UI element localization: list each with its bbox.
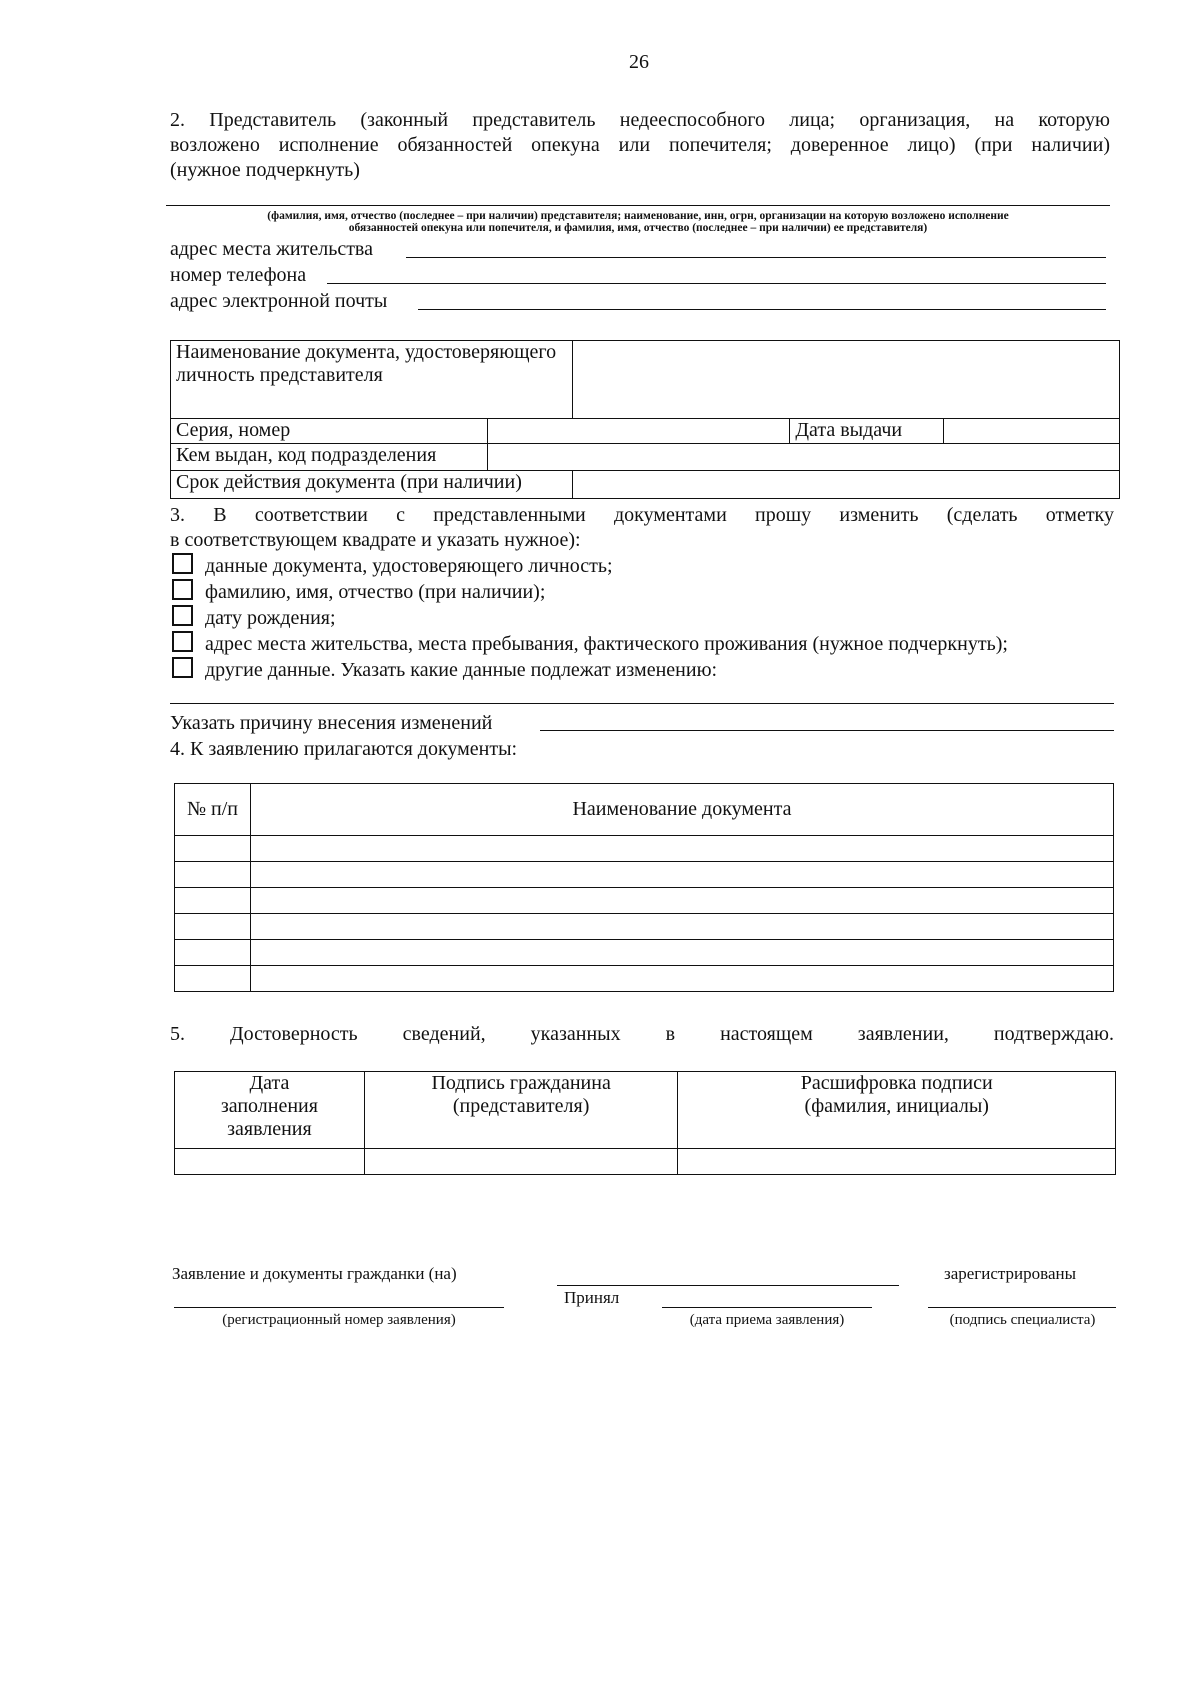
specialist-signature-field[interactable] xyxy=(928,1307,1116,1308)
id-document-table xyxy=(170,340,1120,499)
date-caption: (дата приема заявления) xyxy=(689,1312,845,1328)
other-data-field[interactable] xyxy=(170,703,1114,704)
decode-cell[interactable] xyxy=(678,1149,1116,1175)
representative-hint-1: (фамилия, имя, отчество (последнее – при наличии) представителя; наименование, инн, огрн, организации на которую возложено исполнение xyxy=(267,210,1009,222)
checkbox-other-data[interactable] xyxy=(172,657,193,678)
email-field[interactable] xyxy=(418,309,1106,310)
section2-line3: (нужное подчеркнуть) xyxy=(170,159,360,181)
row-name-cell[interactable] xyxy=(250,914,1113,940)
col-signature-header: Подпись гражданина (представителя) xyxy=(364,1072,678,1149)
accepted-label: Принял xyxy=(564,1288,620,1307)
option-row xyxy=(172,553,613,578)
series-label: Серия, номер xyxy=(171,419,488,444)
table-row xyxy=(175,940,1114,966)
checkbox-full-name[interactable] xyxy=(172,579,193,600)
col-name-header: Наименование документа xyxy=(250,784,1113,836)
checkbox-birth-date[interactable] xyxy=(172,605,193,626)
issue-date-field[interactable] xyxy=(944,419,1120,444)
checkbox-address[interactable] xyxy=(172,631,193,652)
table-row xyxy=(175,914,1114,940)
phone-label: номер телефона xyxy=(170,264,307,286)
statement-label: Заявление и документы гражданки (на) xyxy=(172,1264,457,1283)
checkbox-identity-doc[interactable] xyxy=(172,553,193,574)
signature-cell[interactable] xyxy=(364,1149,678,1175)
attachments-table xyxy=(174,783,1114,992)
row-name-cell[interactable] xyxy=(250,862,1113,888)
col-num-header: № п/п xyxy=(175,784,251,836)
row-name-cell[interactable] xyxy=(250,940,1113,966)
row-name-cell[interactable] xyxy=(250,966,1113,992)
option-label: фамилию, имя, отчество (при наличии); xyxy=(205,581,546,603)
col-date-header: Дата заполнения заявления xyxy=(175,1072,365,1149)
accept-date-field[interactable] xyxy=(662,1307,872,1308)
option-row xyxy=(172,657,717,682)
representative-hint-2: обязанностей опекуна или попечителя, и фамилия, имя, отчество (последнее – при наличии) ее представителя) xyxy=(348,222,928,234)
section2-line2: возложено исполнение обязанностей опекуна или попечителя; доверенное лицо) (при наличии) xyxy=(170,134,1110,156)
citizen-name-field[interactable] xyxy=(557,1285,899,1286)
phone-field[interactable] xyxy=(327,283,1106,284)
row-num-cell[interactable] xyxy=(175,914,251,940)
issued-by-label: Кем выдан, код подразделения xyxy=(171,444,488,471)
reason-label: Указать причину внесения изменений xyxy=(170,712,493,734)
row-num-cell[interactable] xyxy=(175,836,251,862)
validity-field[interactable] xyxy=(572,471,1119,499)
issue-date-label: Дата выдачи xyxy=(790,419,944,444)
option-row xyxy=(172,579,545,604)
option-label: адрес места жительства, места пребывания, фактического проживания (нужное подчеркнуть); xyxy=(205,633,1008,655)
table-row xyxy=(175,836,1114,862)
reason-field[interactable] xyxy=(540,730,1114,731)
registered-label: зарегистрированы xyxy=(944,1264,1077,1283)
doc-name-field[interactable] xyxy=(572,341,1119,419)
page-number: 26 xyxy=(629,51,649,73)
validity-label: Срок действия документа (при наличии) xyxy=(171,471,573,499)
option-row xyxy=(172,631,1008,656)
section5-text: 5. Достоверность сведений, указанных в настоящем заявлении, подтверждаю. xyxy=(170,1023,1114,1045)
reg-number-caption: (регистрационный номер заявления) xyxy=(222,1312,456,1328)
reg-number-field[interactable] xyxy=(174,1307,504,1308)
row-name-cell[interactable] xyxy=(250,836,1113,862)
representative-name-line[interactable] xyxy=(166,205,1110,206)
email-label: адрес электронной почты xyxy=(170,290,388,312)
table-row xyxy=(175,888,1114,914)
section3-line2: в соответствующем квадрате и указать нужное): xyxy=(170,529,581,551)
row-num-cell[interactable] xyxy=(175,862,251,888)
issued-by-field[interactable] xyxy=(487,444,1119,471)
row-num-cell[interactable] xyxy=(175,940,251,966)
address-label: адрес места жительства xyxy=(170,238,373,260)
table-row xyxy=(175,966,1114,992)
col-decode-header: Расшифровка подписи (фамилия, инициалы) xyxy=(678,1072,1116,1149)
address-field[interactable] xyxy=(406,257,1106,258)
section3-line1: 3. В соответствии с представленными документами прошу изменить (сделать отметку xyxy=(170,504,1114,526)
option-row xyxy=(172,605,336,630)
table-row xyxy=(175,862,1114,888)
signature-caption: (подпись специалиста) xyxy=(949,1312,1096,1328)
option-label: другие данные. Указать какие данные подлежат изменению: xyxy=(205,659,718,681)
doc-name-label: Наименование документа, удостоверяющего личность представителя xyxy=(171,341,573,419)
date-cell[interactable] xyxy=(175,1149,365,1175)
row-num-cell[interactable] xyxy=(175,888,251,914)
option-label: дату рождения; xyxy=(205,607,336,629)
section4-title: 4. К заявлению прилагаются документы: xyxy=(170,738,518,760)
row-num-cell[interactable] xyxy=(175,966,251,992)
option-label: данные документа, удостоверяющего личность; xyxy=(205,555,613,577)
row-name-cell[interactable] xyxy=(250,888,1113,914)
series-field[interactable] xyxy=(487,419,790,444)
signature-table xyxy=(174,1071,1116,1175)
section2-line1: 2. Представитель (законный представитель недееспособного лица; организация, на которую xyxy=(170,109,1110,131)
